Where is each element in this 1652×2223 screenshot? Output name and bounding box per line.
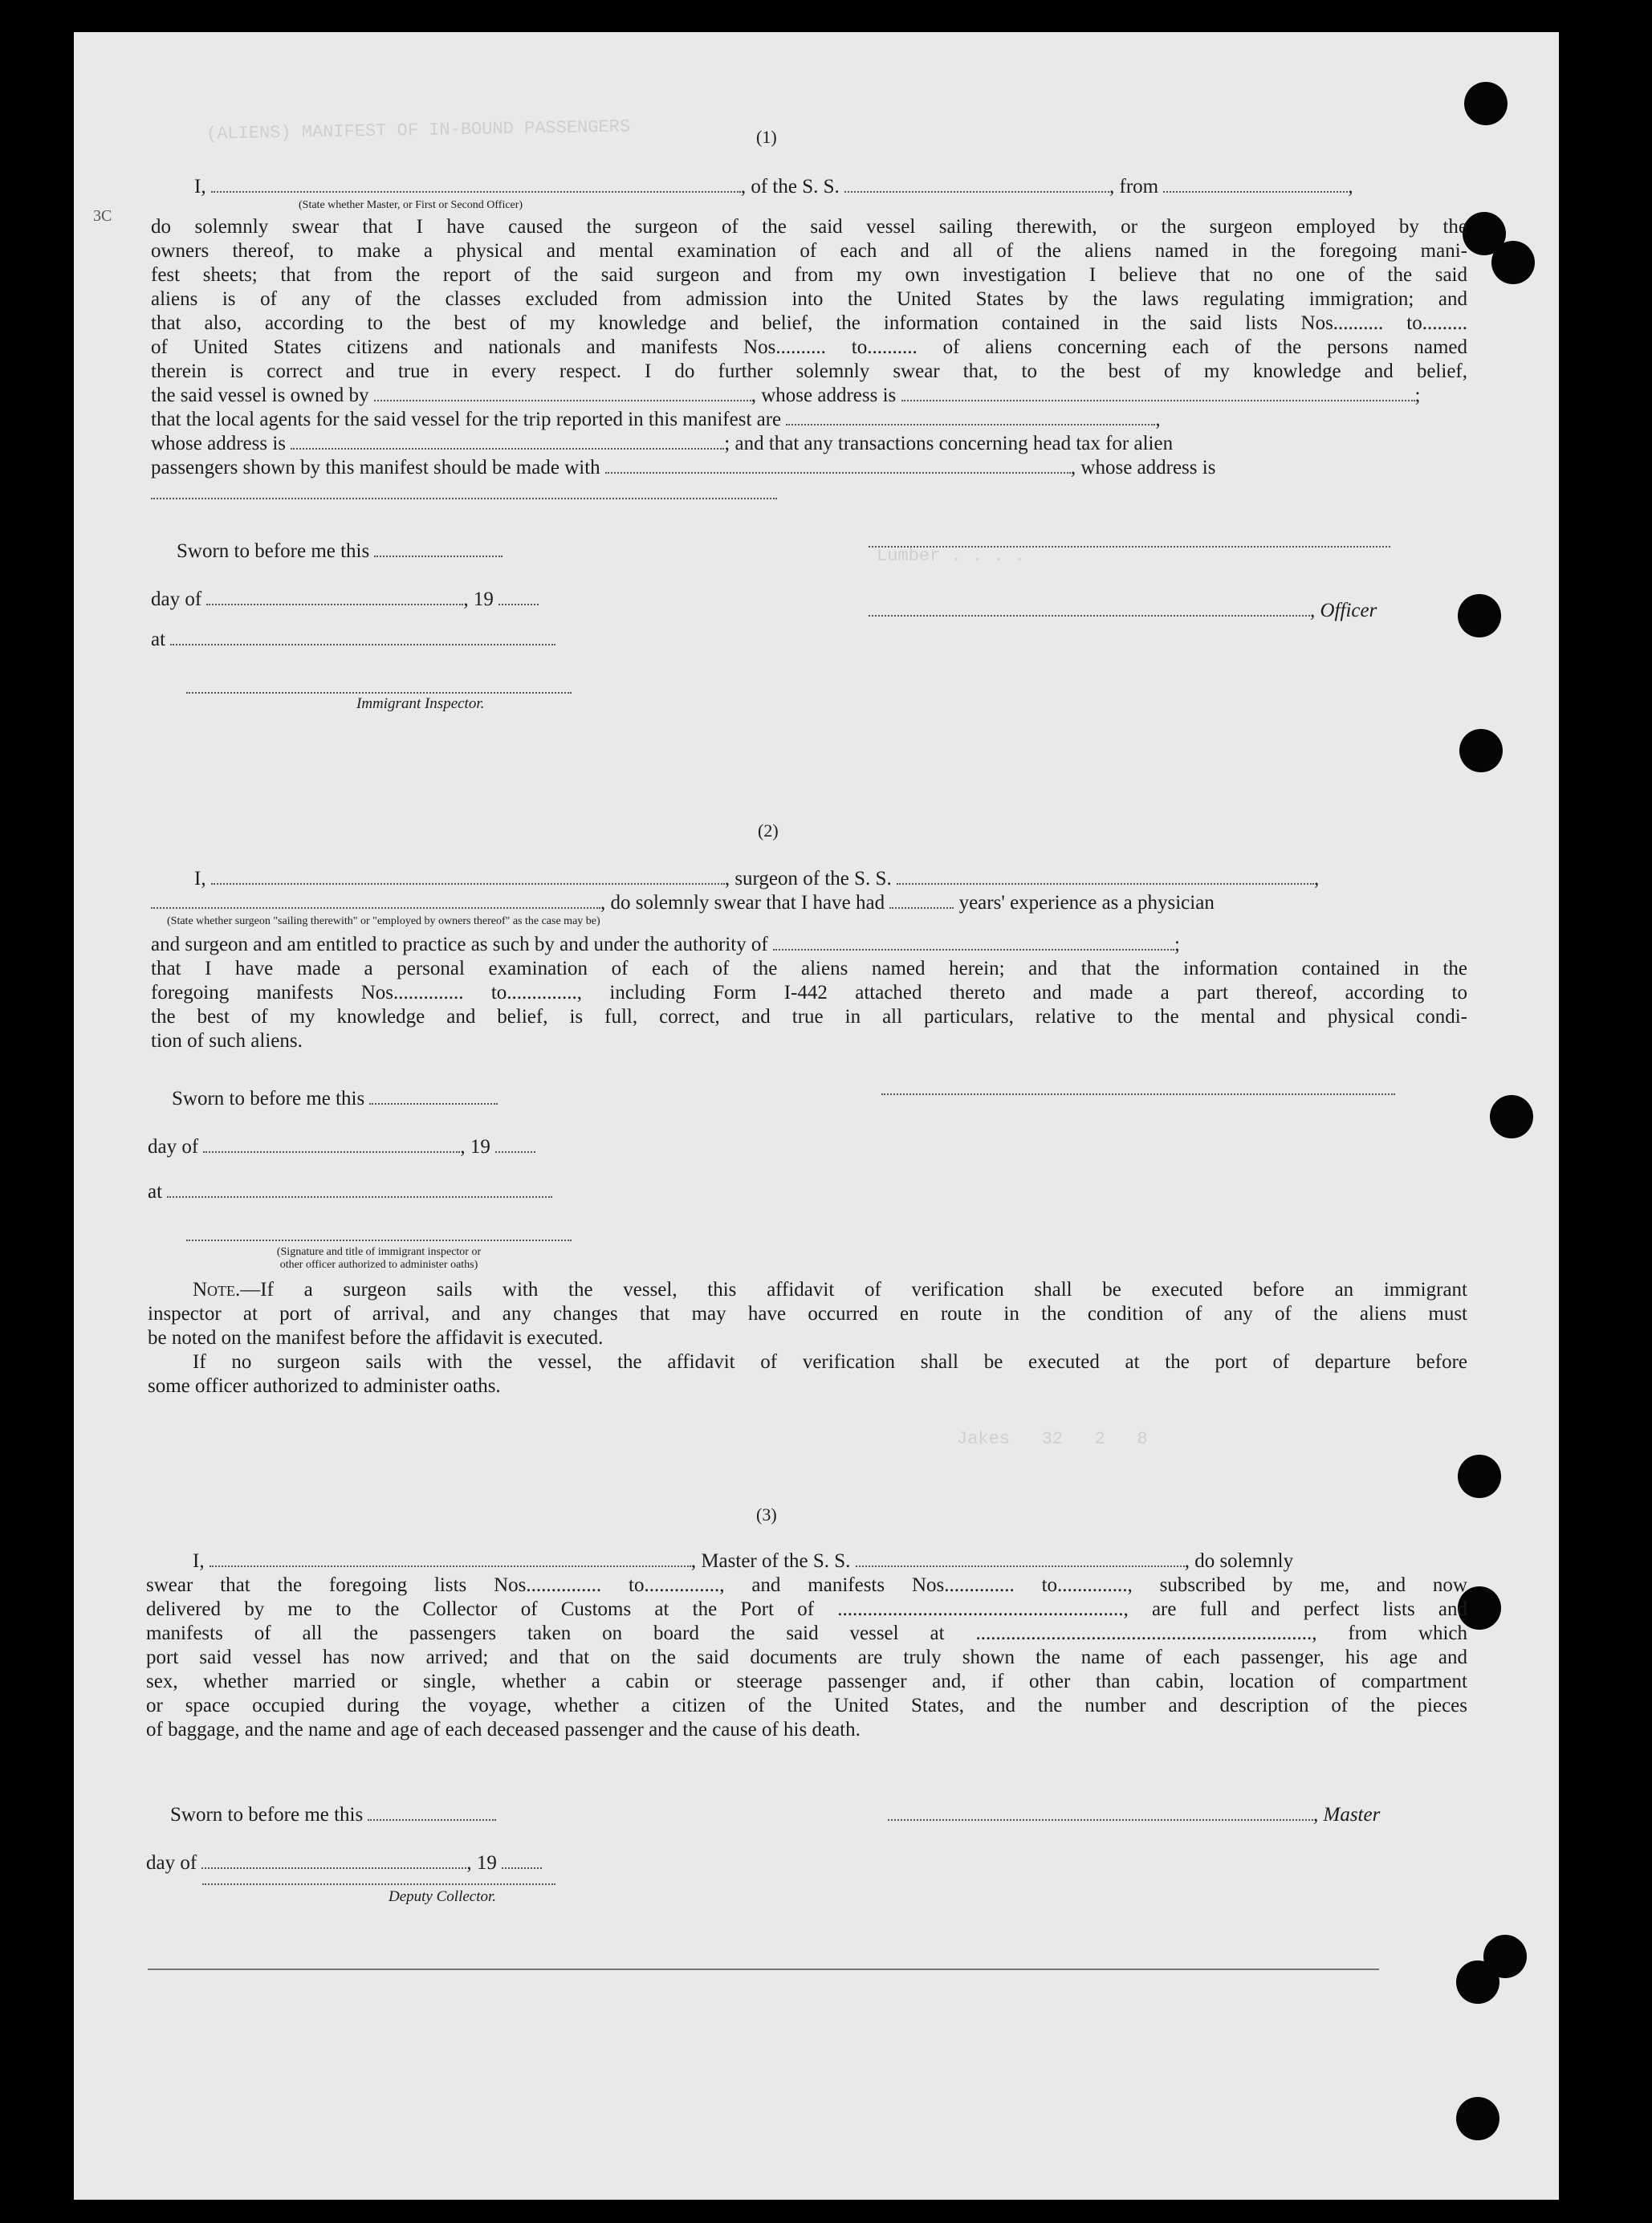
affidavit-line: aliens is of any of the classes excluded from admission into the United States by the laws regulating immigration; and — [151, 288, 1467, 310]
inspector-label: Immigrant Inspector. — [356, 695, 485, 712]
punch-hole — [1456, 1960, 1499, 2004]
affidavit-line: manifests of all the passengers taken on board the said vessel at ..................................................................., from which — [146, 1622, 1467, 1644]
affidavit-line: foregoing manifests Nos.............. to.............., including Form I-442 attached thereto and made a part thereof, according to — [151, 982, 1467, 1004]
experience-line: , do solemnly swear that I have had years' experience as a physician — [151, 891, 1215, 915]
officer-caption: (State whether Master, or First or Second Officer) — [299, 199, 523, 211]
surgeon-line: I, , surgeon of the S. S. , — [194, 868, 1320, 890]
officer-line: I, , of the S. S. , from , — [194, 176, 1353, 197]
affidavit-line: sex, whether married or single, whether a cabin or steerage passenger and, if other than cabin, location of compartment — [146, 1671, 1467, 1692]
bleed-through: Lumber . . . . — [877, 546, 1025, 566]
passengers-line: passengers shown by this manifest should be made with , whose address is — [151, 457, 1216, 478]
affidavit-line: the best of my knowledge and belief, is full, correct, and true in all particulars, relative to the mental and physical condi- — [151, 1006, 1467, 1028]
agents-line: that the local agents for the said vessel for the trip reported in this manifest are , — [151, 409, 1161, 430]
bleed-through: (ALIENS) MANIFEST OF IN-BOUND PASSENGERS — [205, 116, 631, 145]
affidavit-line: that also, according to the best of my knowledge and belief, the information contained in the said lists Nos.......... to......... — [151, 312, 1467, 334]
punch-hole — [1458, 1455, 1501, 1498]
affidavit-line: tion of such aliens. — [151, 1030, 303, 1052]
sworn-line: Sworn to before me this — [172, 1087, 498, 1111]
punch-hole — [1459, 729, 1503, 772]
day-of-line: day of , 19 — [151, 588, 539, 612]
document-page — [74, 32, 1559, 2200]
bottom-rule — [148, 1969, 1379, 1970]
at-line: at — [148, 1180, 552, 1204]
affidavit-line: owners thereof, to make a physical and mental examination of each and all of the aliens named in the foregoing mani- — [151, 240, 1467, 262]
section-number: (2) — [758, 820, 779, 841]
collector-signature-blank — [202, 1883, 555, 1885]
section-number: (1) — [756, 127, 777, 147]
punch-hole — [1464, 82, 1508, 125]
affidavit-line: port said vessel has now arrived; and that on the said documents are truly shown the name of each passenger, his age and — [146, 1647, 1467, 1668]
affidavit-line: fest sheets; that from the report of the said surgeon and from my own investigation I believe that no one of the said — [151, 264, 1467, 286]
bleed-through: Jakes 32 2 8 — [957, 1429, 1148, 1449]
punch-hole — [1491, 241, 1535, 284]
sworn-line: Sworn to before me this — [177, 539, 503, 564]
master-signature-line: , Master — [888, 1803, 1380, 1827]
punch-hole — [1458, 594, 1501, 637]
affidavit-line: that I have made a personal examination of each of the aliens named herein; and that the information contained in the — [151, 958, 1467, 979]
affidavit-line: therein is correct and true in every respect. I do further solemnly swear that, to the best of my knowledge and belief, — [151, 360, 1467, 382]
surgeon-caption: (State whether surgeon "sailing therewith" or "employed by owners thereof" as the case may be) — [167, 915, 600, 927]
affidavit-line: swear that the foregoing lists Nos............... to..............., and manifests Nos.............. to.............., subscribed by me, and now — [146, 1574, 1467, 1596]
signature-caption: (Signature and title of immigrant inspector or other officer authorized to administer oaths) — [276, 1246, 482, 1271]
signature-blank — [869, 546, 1390, 548]
affidavit-line: do solemnly swear that I have caused the surgeon of the said vessel sailing therewith, or the surgeon employed by the — [151, 216, 1467, 238]
margin-mark: 3C — [93, 207, 112, 225]
day-of-line: day of , 19 — [148, 1135, 535, 1159]
affidavit-line: of United States citizens and nationals and manifests Nos.......... to.......... of aliens concerning each of the persons named — [151, 336, 1467, 358]
head-tax-line: whose address is ; and that any transactions concerning head tax for alien — [151, 433, 1174, 454]
affidavit-line: of baggage, and the name and age of each deceased passenger and the cause of his death. — [146, 1719, 861, 1741]
at-line: at — [151, 628, 555, 652]
affidavit-line: or space occupied during the voyage, whether a citizen of the United States, and the number and description of the pieces — [146, 1695, 1467, 1716]
punch-hole — [1456, 2097, 1499, 2140]
note-line: some officer authorized to administer oaths. — [148, 1375, 501, 1397]
signature-blank — [881, 1093, 1395, 1095]
note-line: inspector at port of arrival, and any changes that may have occurred en route in the condition of any of the aliens must — [148, 1303, 1467, 1325]
punch-hole — [1490, 1095, 1533, 1138]
inspector-signature-blank — [186, 1240, 572, 1241]
note-line: Note.—If a surgeon sails with the vessel, this affidavit of verification shall be executed before an immigrant — [193, 1279, 1467, 1301]
master-line: I, , Master of the S. S. , do solemnly — [193, 1550, 1294, 1572]
address-blank — [151, 498, 777, 499]
note-line: If no surgeon sails with the vessel, the affidavit of verification shall be executed at the port of departure before — [193, 1351, 1467, 1373]
sworn-line: Sworn to before me this — [170, 1803, 496, 1827]
note-line: be noted on the manifest before the affidavit is executed. — [148, 1327, 604, 1349]
authority-line: and surgeon and am entitled to practice as such by and under the authority of ; — [151, 934, 1180, 955]
inspector-signature-blank — [186, 692, 572, 694]
deputy-collector-label: Deputy Collector. — [389, 1888, 497, 1905]
owner-line: the said vessel is owned by , whose address is ; — [151, 385, 1421, 406]
affidavit-line: delivered by me to the Collector of Customs at the Port of ........................................................., are full and perfect lists and — [146, 1598, 1467, 1620]
section-number: (3) — [756, 1504, 777, 1525]
officer-signature-line: , Officer — [869, 599, 1377, 623]
day-of-line: day of , 19 — [146, 1851, 542, 1875]
